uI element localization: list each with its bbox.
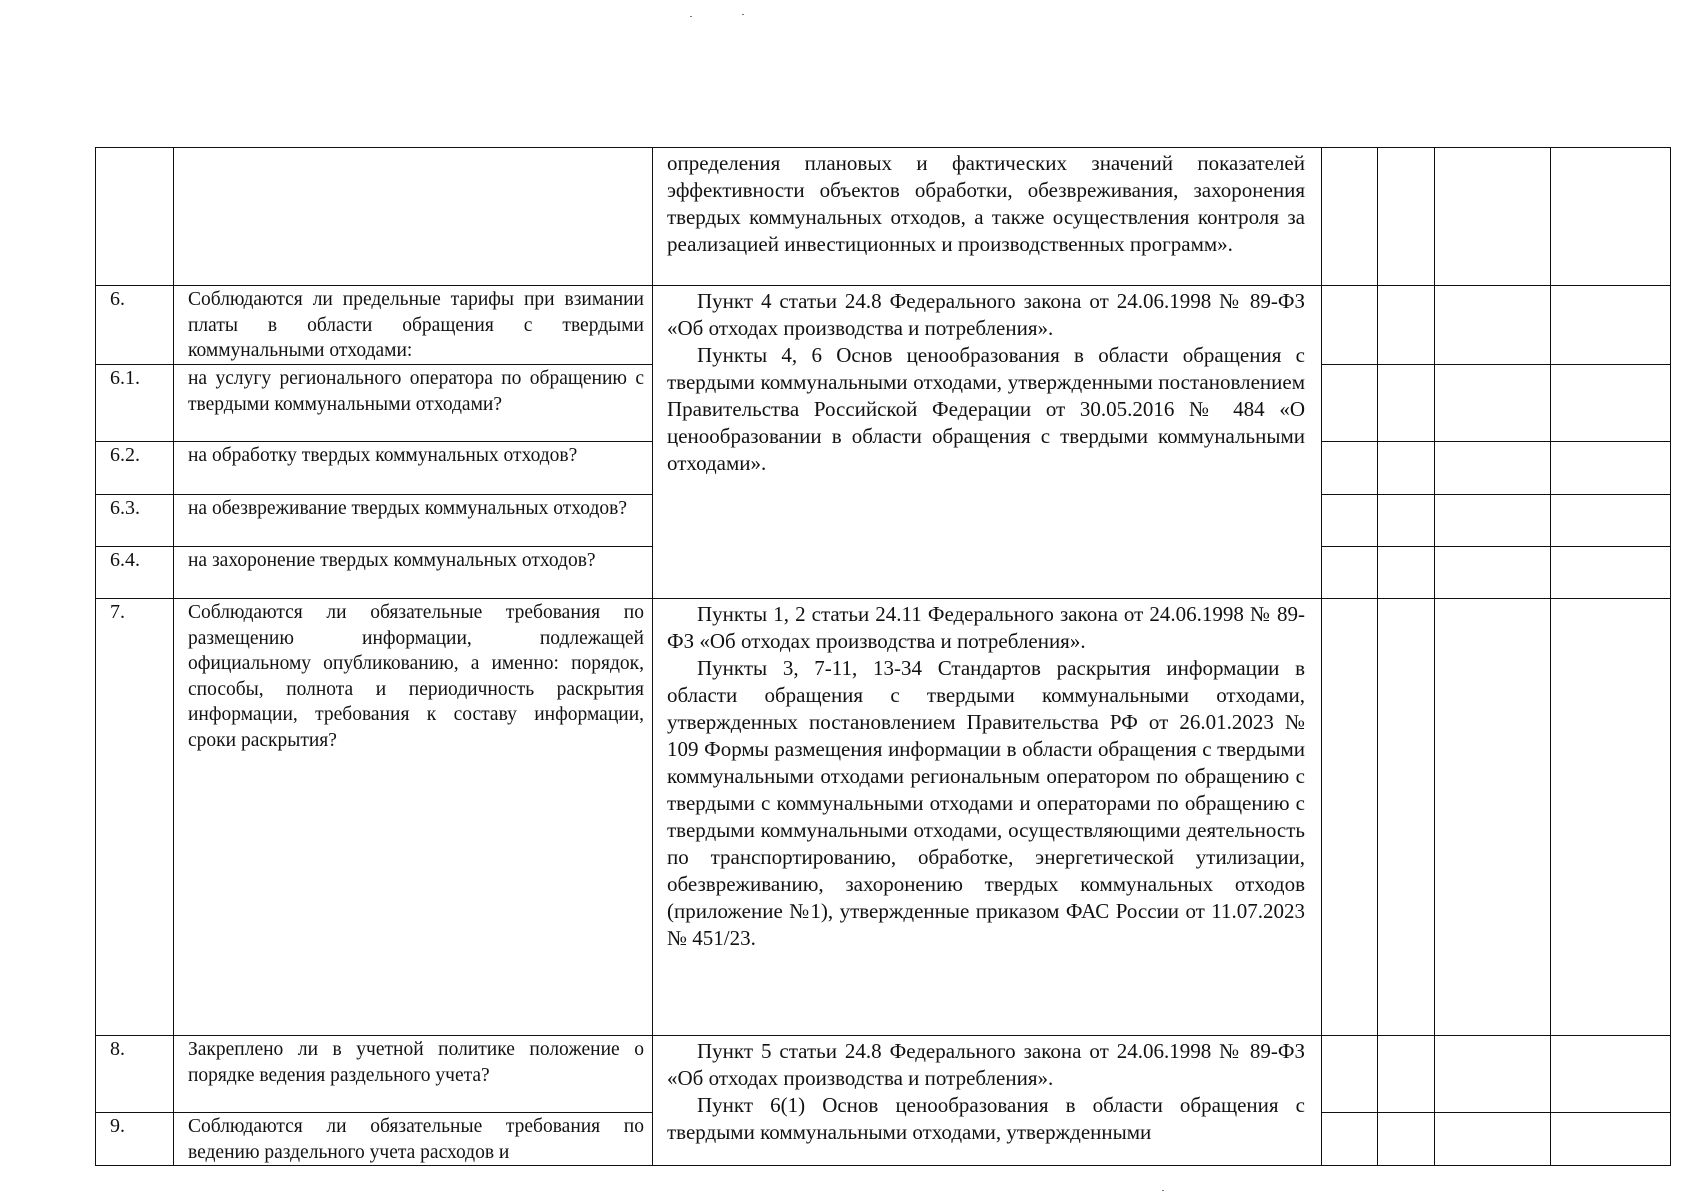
answer-cell[interactable] — [1435, 286, 1551, 365]
answer-cell[interactable] — [1322, 599, 1378, 1036]
row-number: 9. — [96, 1113, 174, 1166]
table-row — [96, 148, 1671, 286]
answer-cell[interactable] — [1551, 365, 1671, 442]
answer-cell[interactable] — [1378, 547, 1435, 599]
answer-cell[interactable] — [1435, 148, 1551, 286]
table-row — [96, 1036, 1671, 1113]
legal-paragraph: определения плановых и фактических значений показателей эффективности объектов обработки, обезвреживания, захоронения твердых коммунальных отходов, а также осуществления контроля за реализацией инвестиционных и производственных программ». — [667, 151, 1305, 256]
answer-cell[interactable] — [1378, 495, 1435, 547]
answer-cell[interactable] — [1551, 1113, 1671, 1166]
answer-cell[interactable] — [1322, 495, 1378, 547]
legal-paragraph: Пункты 4, 6 Основ ценообразования в области обращения с твердыми коммунальными отходами, утвержденными постановлением Правительства Российской Федерации от 30.05.2016 № 484 «О ценообразовании в области обращения с твердыми коммунальными отходами». — [667, 343, 1305, 475]
row-number: 6. — [96, 286, 174, 365]
answer-cell[interactable] — [1551, 286, 1671, 365]
row-number: 6.1. — [96, 365, 174, 442]
legal-reference-cell — [653, 599, 1322, 1036]
answer-cell[interactable] — [1551, 599, 1671, 1036]
legal-paragraph: Пункт 6(1) Основ ценообразования в области обращения с твердыми коммунальными отходами, утвержденными — [667, 1093, 1305, 1144]
table-row — [96, 599, 1671, 1036]
question-cell: Соблюдаются ли предельные тарифы при взимании платы в области обращения с твердыми коммунальными отходами: — [174, 286, 653, 365]
scan-speck — [742, 14, 744, 15]
answer-cell[interactable] — [1322, 365, 1378, 442]
question-cell: на услугу регионального оператора по обращению с твердыми коммунальными отходами? — [174, 365, 653, 442]
answer-cell[interactable] — [1551, 547, 1671, 599]
answer-cell[interactable] — [1551, 1036, 1671, 1113]
question-cell: Соблюдаются ли обязательные требования по размещению информации, подлежащей официальному опубликованию, а именно: порядок, способы, полнота и периодичность раскрытия информации, требования к составу информации, сроки раскрытия? — [174, 599, 653, 1036]
row-number: 8. — [96, 1036, 174, 1113]
legal-paragraph: Пункт 5 статьи 24.8 Федерального закона от 24.06.1998 № 89-ФЗ «Об отходах производства и потребления». — [667, 1039, 1305, 1090]
scan-speck — [690, 16, 692, 17]
row-number: 6.4. — [96, 547, 174, 599]
legal-reference-cell — [653, 148, 1322, 286]
row-number: 6.3. — [96, 495, 174, 547]
answer-cell[interactable] — [1322, 1113, 1378, 1166]
scan-speck — [1162, 1190, 1164, 1191]
answer-cell[interactable] — [1322, 442, 1378, 495]
answer-cell[interactable] — [1551, 495, 1671, 547]
answer-cell[interactable] — [1378, 599, 1435, 1036]
legal-paragraph: Пункты 3, 7-11, 13-34 Стандартов раскрытия информации в области обращения с твердыми коммунальными отходами, утвержденных постановлением Правительства РФ от 26.01.2023 № 109 Формы размещения информации в области обращения с твердыми коммунальными отходами региональным оператором по обращению с твердыми с коммунальными отходами и операторами по обращению с твердыми коммунальными отходами, осуществляющими деятельность по транспортированию, обработке, энергетической утилизации, обезвреживанию, захоронению твердых коммунальных отходов (приложение №1), утвержденные приказом ФАС России от 11.07.2023 № 451/23. — [667, 656, 1305, 950]
answer-cell[interactable] — [1378, 286, 1435, 365]
row-number: 6.2. — [96, 442, 174, 495]
question-cell: на обработку твердых коммунальных отходов? — [174, 442, 653, 495]
table-row — [96, 286, 1671, 365]
answer-cell[interactable] — [1435, 365, 1551, 442]
question-cell: Соблюдаются ли обязательные требования по ведению раздельного учета расходов и — [174, 1113, 653, 1166]
answer-cell[interactable] — [1378, 1036, 1435, 1113]
answer-cell[interactable] — [1551, 442, 1671, 495]
answer-cell[interactable] — [1322, 547, 1378, 599]
answer-cell[interactable] — [1435, 599, 1551, 1036]
question-cell: на обезвреживание твердых коммунальных отходов? — [174, 495, 653, 547]
answer-cell[interactable] — [1378, 1113, 1435, 1166]
answer-cell[interactable] — [1322, 286, 1378, 365]
question-cell — [174, 148, 653, 286]
legal-paragraph: Пункты 1, 2 статьи 24.11 Федерального закона от 24.06.1998 № 89-ФЗ «Об отходах производства и потребления». — [667, 602, 1305, 653]
answer-cell[interactable] — [1435, 547, 1551, 599]
row-number — [96, 148, 174, 286]
answer-cell[interactable] — [1435, 442, 1551, 495]
legal-reference-cell — [653, 1036, 1322, 1166]
answer-cell[interactable] — [1435, 1036, 1551, 1113]
answer-cell[interactable] — [1378, 365, 1435, 442]
legal-reference-cell — [653, 286, 1322, 599]
answer-cell[interactable] — [1378, 442, 1435, 495]
answer-cell[interactable] — [1435, 495, 1551, 547]
row-number: 7. — [96, 599, 174, 1036]
checklist-table — [95, 147, 1671, 1166]
legal-paragraph: Пункт 4 статьи 24.8 Федерального закона от 24.06.1998 № 89-ФЗ «Об отходах производства и потребления». — [667, 289, 1305, 340]
answer-cell[interactable] — [1378, 148, 1435, 286]
answer-cell[interactable] — [1322, 1036, 1378, 1113]
answer-cell[interactable] — [1322, 148, 1378, 286]
answer-cell[interactable] — [1435, 1113, 1551, 1166]
question-cell: Закреплено ли в учетной политике положение о порядке ведения раздельного учета? — [174, 1036, 653, 1113]
question-cell: на захоронение твердых коммунальных отходов? — [174, 547, 653, 599]
answer-cell[interactable] — [1551, 148, 1671, 286]
